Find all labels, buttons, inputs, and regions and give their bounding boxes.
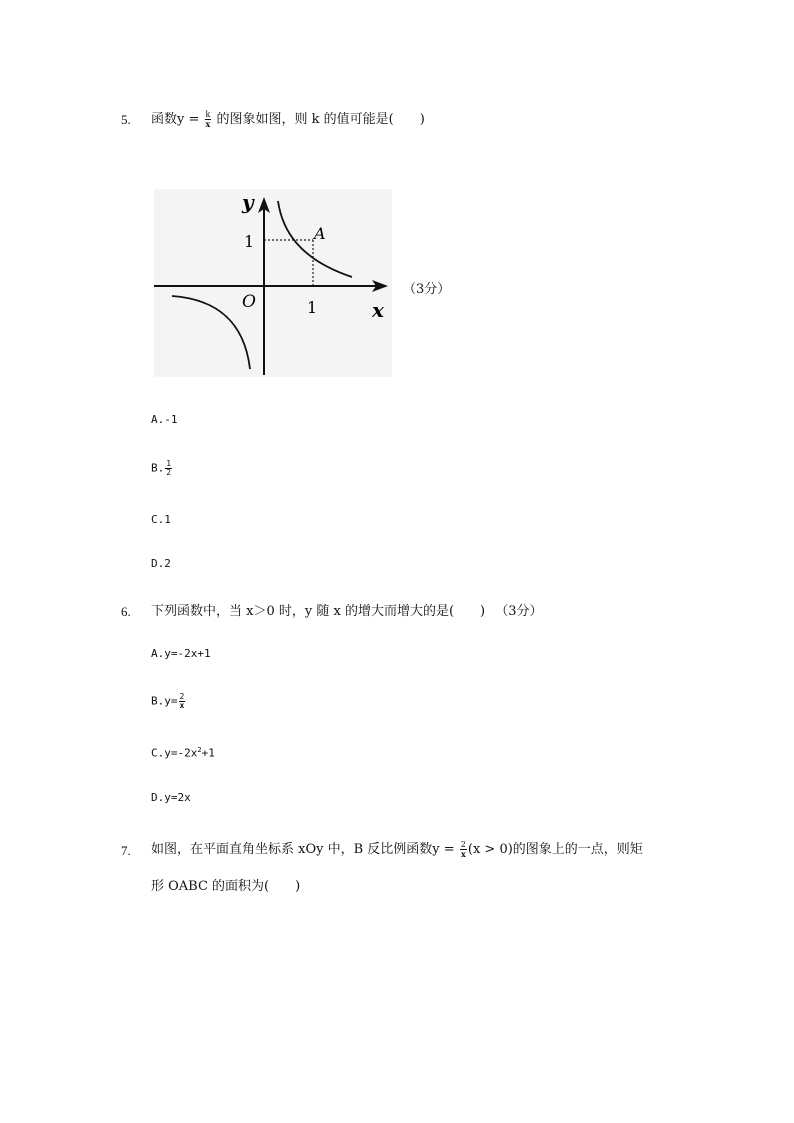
question-6-close-paren: ) <box>480 604 486 619</box>
question-7-line-2 <box>151 875 300 894</box>
q5-option-d[interactable]: D.2 <box>151 557 171 570</box>
q5-option-b-fraction <box>165 460 172 477</box>
question-5-suffix: 的图象如图，则 k 的值可能是( <box>216 112 394 127</box>
question-5-prefix: 函数y = <box>151 112 200 127</box>
q6-option-a[interactable]: A.y=-2x+1 <box>151 647 211 660</box>
question-7-close-paren: ) <box>295 879 301 894</box>
question-6-number: 6. <box>121 604 131 619</box>
q5-option-b[interactable] <box>151 460 173 477</box>
q5-option-a[interactable]: A.-1 <box>151 413 178 426</box>
fraction-numerator: 1 <box>166 459 172 468</box>
fraction-denominator: 2 <box>166 468 172 477</box>
question-7-number: 7. <box>121 843 131 858</box>
question-5-fraction <box>205 111 212 128</box>
question-6-text <box>151 600 543 619</box>
fraction-denominator: x <box>460 849 466 859</box>
y-tick-label: 1 <box>244 232 255 251</box>
y-axis-label: y <box>242 190 254 214</box>
question-7-fraction <box>460 841 467 858</box>
graph-background <box>154 189 392 377</box>
q6-option-b[interactable] <box>151 693 186 710</box>
fraction-numerator: 2 <box>460 840 466 849</box>
question-7-prefix: 如图，在平面直角坐标系 xOy 中，B 反比例函数y = <box>151 842 455 857</box>
q5-option-c[interactable]: C.1 <box>151 513 171 526</box>
q5-option-b-prefix: B. <box>151 461 165 475</box>
x-axis-label: x <box>372 298 384 322</box>
question-7-suffix: (x > 0)的图象上的一点，则矩 <box>467 842 643 857</box>
question-7-line-2-text: 形 OABC 的面积为( <box>151 879 270 894</box>
fraction-denominator: x <box>179 701 185 710</box>
question-5-score: （3分） <box>403 282 451 297</box>
q6-option-c-prefix: C.y=-2x <box>151 746 198 760</box>
question-5-number: 5. <box>121 112 131 127</box>
fraction-denominator: x <box>205 119 211 129</box>
q6-option-d[interactable]: D.y=2x <box>151 791 191 804</box>
origin-label: O <box>242 292 256 312</box>
question-6-score: （3分） <box>495 604 543 619</box>
question-6-body: 下列函数中，当 x＞0 时，y 随 x 的增大而增大的是( <box>151 604 455 619</box>
inverse-function-graph <box>154 189 392 377</box>
fraction-numerator: 2 <box>179 692 185 701</box>
question-7-line-1 <box>151 838 643 858</box>
q6-option-c[interactable] <box>151 746 215 760</box>
q6-option-c-suffix: +1 <box>201 746 215 760</box>
x-tick-label: 1 <box>307 298 318 317</box>
q6-option-c-exponent: 2 <box>197 746 202 754</box>
q6-option-b-fraction <box>179 693 186 710</box>
question-5-close-paren: ) <box>419 112 425 127</box>
question-5-text <box>151 108 425 128</box>
point-a-label: A <box>314 224 326 243</box>
q6-option-b-prefix: B.y= <box>151 694 178 708</box>
fraction-numerator: k <box>205 110 211 119</box>
